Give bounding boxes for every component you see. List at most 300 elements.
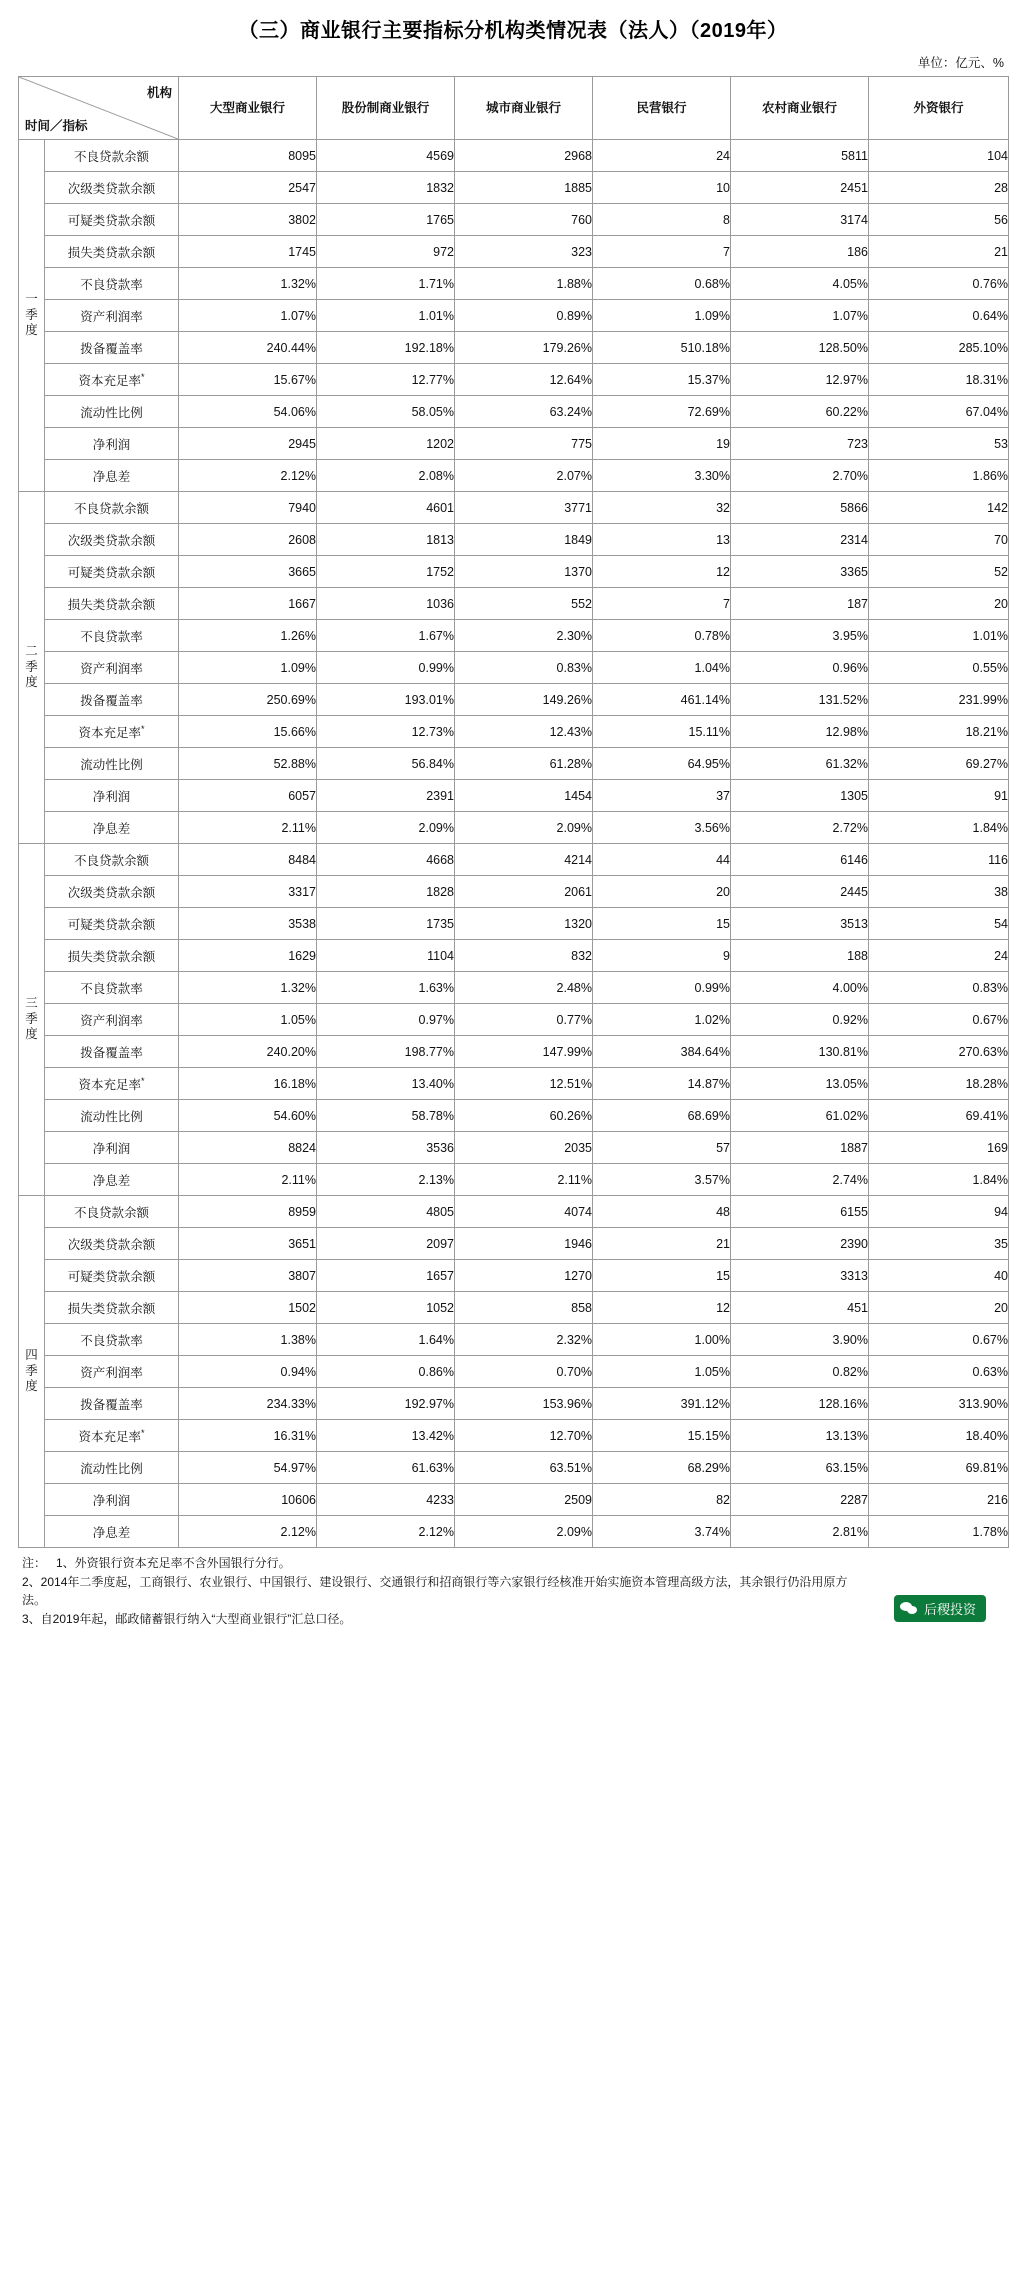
value-cell: 1.01%: [317, 300, 455, 332]
value-cell: 1.26%: [179, 620, 317, 652]
value-cell: 1813: [317, 524, 455, 556]
value-cell: 3.74%: [593, 1516, 731, 1548]
value-cell: 187: [731, 588, 869, 620]
value-cell: 216: [869, 1484, 1009, 1516]
value-cell: 60.22%: [731, 396, 869, 428]
value-cell: 1887: [731, 1132, 869, 1164]
value-cell: 1.78%: [869, 1516, 1009, 1548]
value-cell: 1832: [317, 172, 455, 204]
unit-note: 单位：亿元、%: [917, 56, 1004, 70]
value-cell: 8484: [179, 844, 317, 876]
value-cell: 0.78%: [593, 620, 731, 652]
value-cell: 0.67%: [869, 1324, 1009, 1356]
table-row: [19, 908, 1009, 940]
value-cell: 169: [869, 1132, 1009, 1164]
value-cell: 2547: [179, 172, 317, 204]
value-cell: 54.60%: [179, 1100, 317, 1132]
table-row: [19, 236, 1009, 268]
value-cell: 1.63%: [317, 972, 455, 1004]
value-cell: 4668: [317, 844, 455, 876]
indicator-label: 拨备覆盖率: [45, 1388, 179, 1420]
value-cell: 13.13%: [731, 1420, 869, 1452]
wechat-icon: [900, 1601, 918, 1616]
table-row: [19, 620, 1009, 652]
value-cell: 234.33%: [179, 1388, 317, 1420]
value-cell: 3538: [179, 908, 317, 940]
value-cell: 2287: [731, 1484, 869, 1516]
indicator-label: 资产利润率: [45, 300, 179, 332]
value-cell: 451: [731, 1292, 869, 1324]
value-cell: 1629: [179, 940, 317, 972]
value-cell: 7: [593, 236, 731, 268]
indicator-label: 拨备覆盖率: [45, 1036, 179, 1068]
indicator-label: 拨备覆盖率: [45, 684, 179, 716]
header-corner-cell: [19, 77, 179, 140]
value-cell: 18.28%: [869, 1068, 1009, 1100]
value-cell: 0.89%: [455, 300, 593, 332]
table-row: [19, 556, 1009, 588]
indicator-label: 不良贷款余额: [45, 1196, 179, 1228]
table-row: [19, 780, 1009, 812]
value-cell: 1657: [317, 1260, 455, 1292]
value-cell: 54.06%: [179, 396, 317, 428]
value-cell: 5866: [731, 492, 869, 524]
value-cell: 179.26%: [455, 332, 593, 364]
value-cell: 69.27%: [869, 748, 1009, 780]
value-cell: 56.84%: [317, 748, 455, 780]
value-cell: 3802: [179, 204, 317, 236]
value-cell: 3174: [731, 204, 869, 236]
value-cell: 58.78%: [317, 1100, 455, 1132]
value-cell: 63.24%: [455, 396, 593, 428]
value-cell: 153.96%: [455, 1388, 593, 1420]
table-row: [19, 844, 1009, 876]
value-cell: 2314: [731, 524, 869, 556]
value-cell: 858: [455, 1292, 593, 1324]
value-cell: 0.97%: [317, 1004, 455, 1036]
value-cell: 3807: [179, 1260, 317, 1292]
value-cell: 15.11%: [593, 716, 731, 748]
table-row: [19, 1484, 1009, 1516]
value-cell: 2.13%: [317, 1164, 455, 1196]
value-cell: 2097: [317, 1228, 455, 1260]
value-cell: 3536: [317, 1132, 455, 1164]
table-row: [19, 588, 1009, 620]
value-cell: 0.96%: [731, 652, 869, 684]
value-cell: 54.97%: [179, 1452, 317, 1484]
value-cell: 130.81%: [731, 1036, 869, 1068]
value-cell: 61.28%: [455, 748, 593, 780]
indicator-label: 资产利润率: [45, 652, 179, 684]
value-cell: 94: [869, 1196, 1009, 1228]
table-row: [19, 716, 1009, 748]
value-cell: 0.83%: [455, 652, 593, 684]
value-cell: 13.42%: [317, 1420, 455, 1452]
value-cell: 3.57%: [593, 1164, 731, 1196]
indicator-label: 净利润: [45, 428, 179, 460]
value-cell: 270.63%: [869, 1036, 1009, 1068]
table-row: [19, 1004, 1009, 1036]
value-cell: 1.86%: [869, 460, 1009, 492]
value-cell: 2945: [179, 428, 317, 460]
quarter-label-0: 一 季 度: [19, 140, 45, 492]
value-cell: 1052: [317, 1292, 455, 1324]
value-cell: 54: [869, 908, 1009, 940]
indicator-label: 不良贷款率: [45, 268, 179, 300]
value-cell: 2.09%: [455, 1516, 593, 1548]
indicator-label: 流动性比例: [45, 396, 179, 428]
value-cell: 12: [593, 1292, 731, 1324]
indicator-footnote-mark: *: [141, 723, 145, 734]
table-body: [19, 140, 1009, 1548]
value-cell: 44: [593, 844, 731, 876]
value-cell: 16.18%: [179, 1068, 317, 1100]
value-cell: 0.70%: [455, 1356, 593, 1388]
value-cell: 1.09%: [593, 300, 731, 332]
value-cell: 4214: [455, 844, 593, 876]
indicator-label: 不良贷款率: [45, 620, 179, 652]
value-cell: 3317: [179, 876, 317, 908]
indicator-label: 可疑类贷款余额: [45, 204, 179, 236]
value-cell: 2.11%: [179, 1164, 317, 1196]
notes-label: 注：: [22, 1556, 47, 1570]
value-cell: 21: [593, 1228, 731, 1260]
indicator-footnote-mark: *: [141, 1427, 145, 1438]
value-cell: 2391: [317, 780, 455, 812]
value-cell: 1.71%: [317, 268, 455, 300]
value-cell: 8: [593, 204, 731, 236]
value-cell: 4074: [455, 1196, 593, 1228]
value-cell: 24: [869, 940, 1009, 972]
note-item-2: 3、自2019年起，邮政储蓄银行纳入“大型商业银行”汇总口径。: [22, 1611, 352, 1626]
value-cell: 53: [869, 428, 1009, 460]
value-cell: 2.11%: [455, 1164, 593, 1196]
value-cell: 2.12%: [179, 460, 317, 492]
value-cell: 13.05%: [731, 1068, 869, 1100]
value-cell: 0.99%: [317, 652, 455, 684]
value-cell: 61.32%: [731, 748, 869, 780]
value-cell: 15.66%: [179, 716, 317, 748]
value-cell: 0.94%: [179, 1356, 317, 1388]
value-cell: 15.15%: [593, 1420, 731, 1452]
value-cell: 7: [593, 588, 731, 620]
value-cell: 20: [869, 1292, 1009, 1324]
value-cell: 2.74%: [731, 1164, 869, 1196]
column-header-1: 股份制商业银行: [317, 77, 455, 140]
column-header-0: 大型商业银行: [179, 77, 317, 140]
value-cell: 188: [731, 940, 869, 972]
value-cell: 1.64%: [317, 1324, 455, 1356]
indicator-label: 拨备覆盖率: [45, 332, 179, 364]
value-cell: 192.97%: [317, 1388, 455, 1420]
page-title: （三）商业银行主要指标分机构类情况表（法人）（2019年）: [238, 20, 788, 42]
indicator-label: 次级类贷款余额: [45, 172, 179, 204]
table-row: [19, 652, 1009, 684]
value-cell: 1.07%: [731, 300, 869, 332]
value-cell: 2.11%: [179, 812, 317, 844]
table-row: [19, 204, 1009, 236]
indicator-label: 损失类贷款余额: [45, 588, 179, 620]
indicator-label: 资本充足率*: [45, 1068, 179, 1100]
value-cell: 384.64%: [593, 1036, 731, 1068]
value-cell: 2.30%: [455, 620, 593, 652]
indicator-label: 资产利润率: [45, 1004, 179, 1036]
value-cell: 2.72%: [731, 812, 869, 844]
value-cell: 775: [455, 428, 593, 460]
value-cell: 1667: [179, 588, 317, 620]
indicator-label: 净息差: [45, 1516, 179, 1548]
value-cell: 2968: [455, 140, 593, 172]
table-row: [19, 428, 1009, 460]
value-cell: 461.14%: [593, 684, 731, 716]
value-cell: 128.50%: [731, 332, 869, 364]
value-cell: 323: [455, 236, 593, 268]
value-cell: 61.02%: [731, 1100, 869, 1132]
value-cell: 510.18%: [593, 332, 731, 364]
value-cell: 48: [593, 1196, 731, 1228]
value-cell: 2.12%: [179, 1516, 317, 1548]
value-cell: 60.26%: [455, 1100, 593, 1132]
value-cell: 68.69%: [593, 1100, 731, 1132]
value-cell: 1885: [455, 172, 593, 204]
value-cell: 91: [869, 780, 1009, 812]
footer: [18, 1548, 1008, 1632]
value-cell: 2509: [455, 1484, 593, 1516]
value-cell: 723: [731, 428, 869, 460]
value-cell: 52: [869, 556, 1009, 588]
indicator-label: 次级类贷款余额: [45, 524, 179, 556]
value-cell: 18.40%: [869, 1420, 1009, 1452]
indicator-label: 不良贷款率: [45, 1324, 179, 1356]
value-cell: 2451: [731, 172, 869, 204]
value-cell: 21: [869, 236, 1009, 268]
value-cell: 3665: [179, 556, 317, 588]
value-cell: 4805: [317, 1196, 455, 1228]
table-row: [19, 492, 1009, 524]
value-cell: 104: [869, 140, 1009, 172]
value-cell: 1454: [455, 780, 593, 812]
table-row: [19, 1388, 1009, 1420]
value-cell: 24: [593, 140, 731, 172]
indicator-label: 不良贷款余额: [45, 492, 179, 524]
value-cell: 2.09%: [455, 812, 593, 844]
value-cell: 12.73%: [317, 716, 455, 748]
value-cell: 8959: [179, 1196, 317, 1228]
value-cell: 8824: [179, 1132, 317, 1164]
indicator-label: 次级类贷款余额: [45, 876, 179, 908]
indicator-label: 资本充足率*: [45, 364, 179, 396]
value-cell: 40: [869, 1260, 1009, 1292]
value-cell: 1745: [179, 236, 317, 268]
value-cell: 10606: [179, 1484, 317, 1516]
note-item-0: 1、外资银行资本充足率不含外国银行分行。: [56, 1556, 291, 1570]
value-cell: 193.01%: [317, 684, 455, 716]
value-cell: 6146: [731, 844, 869, 876]
column-header-4: 农村商业银行: [731, 77, 869, 140]
value-cell: 4601: [317, 492, 455, 524]
value-cell: 64.95%: [593, 748, 731, 780]
value-cell: 1.00%: [593, 1324, 731, 1356]
value-cell: 61.63%: [317, 1452, 455, 1484]
quarter-label-3: 四 季 度: [19, 1196, 45, 1548]
indicator-label: 净利润: [45, 780, 179, 812]
value-cell: 1.32%: [179, 972, 317, 1004]
value-cell: 2035: [455, 1132, 593, 1164]
value-cell: 10: [593, 172, 731, 204]
table-row: [19, 1260, 1009, 1292]
value-cell: 3.30%: [593, 460, 731, 492]
indicator-label: 资本充足率*: [45, 1420, 179, 1452]
indicator-label: 不良贷款余额: [45, 844, 179, 876]
value-cell: 4.05%: [731, 268, 869, 300]
value-cell: 1.67%: [317, 620, 455, 652]
indicator-label: 流动性比例: [45, 1100, 179, 1132]
value-cell: 0.64%: [869, 300, 1009, 332]
watermark-badge: [894, 1595, 986, 1622]
value-cell: 1320: [455, 908, 593, 940]
value-cell: 15.67%: [179, 364, 317, 396]
table-row: [19, 332, 1009, 364]
value-cell: 198.77%: [317, 1036, 455, 1068]
table-row: [19, 1516, 1009, 1548]
indicator-label: 损失类贷款余额: [45, 940, 179, 972]
value-cell: 63.51%: [455, 1452, 593, 1484]
value-cell: 3.56%: [593, 812, 731, 844]
value-cell: 142: [869, 492, 1009, 524]
table-row: [19, 1132, 1009, 1164]
table-row: [19, 1292, 1009, 1324]
value-cell: 1.04%: [593, 652, 731, 684]
indicator-label: 净利润: [45, 1484, 179, 1516]
table-row: [19, 1036, 1009, 1068]
value-cell: 2.70%: [731, 460, 869, 492]
table-row: [19, 172, 1009, 204]
value-cell: 1305: [731, 780, 869, 812]
value-cell: 552: [455, 588, 593, 620]
value-cell: 1.09%: [179, 652, 317, 684]
value-cell: 131.52%: [731, 684, 869, 716]
value-cell: 13.40%: [317, 1068, 455, 1100]
indicator-label: 净息差: [45, 812, 179, 844]
value-cell: 1849: [455, 524, 593, 556]
value-cell: 1370: [455, 556, 593, 588]
table-row: [19, 684, 1009, 716]
quarter-label-2: 三 季 度: [19, 844, 45, 1196]
indicator-footnote-mark: *: [141, 1075, 145, 1086]
value-cell: 12.77%: [317, 364, 455, 396]
value-cell: 19: [593, 428, 731, 460]
table-row: [19, 1228, 1009, 1260]
value-cell: 285.10%: [869, 332, 1009, 364]
value-cell: 313.90%: [869, 1388, 1009, 1420]
value-cell: 2.08%: [317, 460, 455, 492]
value-cell: 58.05%: [317, 396, 455, 428]
value-cell: 35: [869, 1228, 1009, 1260]
value-cell: 1828: [317, 876, 455, 908]
value-cell: 240.20%: [179, 1036, 317, 1068]
table-row: [19, 972, 1009, 1004]
value-cell: 15: [593, 908, 731, 940]
table-row: [19, 1420, 1009, 1452]
table-row: [19, 1196, 1009, 1228]
indicator-label: 次级类贷款余额: [45, 1228, 179, 1260]
value-cell: 1.84%: [869, 1164, 1009, 1196]
indicator-label: 可疑类贷款余额: [45, 1260, 179, 1292]
value-cell: 38: [869, 876, 1009, 908]
indicator-label: 流动性比例: [45, 748, 179, 780]
value-cell: 186: [731, 236, 869, 268]
value-cell: 240.44%: [179, 332, 317, 364]
table-row: [19, 1324, 1009, 1356]
value-cell: 1.07%: [179, 300, 317, 332]
value-cell: 391.12%: [593, 1388, 731, 1420]
value-cell: 18.21%: [869, 716, 1009, 748]
value-cell: 972: [317, 236, 455, 268]
value-cell: 3.90%: [731, 1324, 869, 1356]
header-corner-bottom-label: 时间／指标: [25, 119, 88, 133]
value-cell: 1.05%: [179, 1004, 317, 1036]
value-cell: 3651: [179, 1228, 317, 1260]
table-row: [19, 1100, 1009, 1132]
value-cell: 82: [593, 1484, 731, 1516]
value-cell: 69.41%: [869, 1100, 1009, 1132]
table-row: [19, 524, 1009, 556]
value-cell: 2.48%: [455, 972, 593, 1004]
value-cell: 70: [869, 524, 1009, 556]
value-cell: 68.29%: [593, 1452, 731, 1484]
value-cell: 0.55%: [869, 652, 1009, 684]
table-row: [19, 268, 1009, 300]
value-cell: 128.16%: [731, 1388, 869, 1420]
value-cell: 231.99%: [869, 684, 1009, 716]
table-row: [19, 876, 1009, 908]
value-cell: 0.77%: [455, 1004, 593, 1036]
table-header-row: [19, 77, 1009, 140]
value-cell: 12.97%: [731, 364, 869, 396]
value-cell: 4569: [317, 140, 455, 172]
value-cell: 2445: [731, 876, 869, 908]
value-cell: 1735: [317, 908, 455, 940]
value-cell: 1104: [317, 940, 455, 972]
value-cell: 1.32%: [179, 268, 317, 300]
value-cell: 2.81%: [731, 1516, 869, 1548]
table-row: [19, 1452, 1009, 1484]
value-cell: 3771: [455, 492, 593, 524]
note-item-1: 2、2014年二季度起，工商银行、农业银行、中国银行、建设银行、交通银行和招商银行等六家银行经核准开始实施资本管理高级方法，其余银行仍沿用原方法。: [22, 1574, 848, 1608]
value-cell: 0.86%: [317, 1356, 455, 1388]
indicator-label: 净利润: [45, 1132, 179, 1164]
value-cell: 1.01%: [869, 620, 1009, 652]
column-header-2: 城市商业银行: [455, 77, 593, 140]
value-cell: 12: [593, 556, 731, 588]
value-cell: 2.32%: [455, 1324, 593, 1356]
value-cell: 2390: [731, 1228, 869, 1260]
value-cell: 12.70%: [455, 1420, 593, 1452]
value-cell: 3313: [731, 1260, 869, 1292]
table-row: [19, 460, 1009, 492]
indicator-label: 净息差: [45, 460, 179, 492]
value-cell: 72.69%: [593, 396, 731, 428]
quarter-label-1: 二 季 度: [19, 492, 45, 844]
value-cell: 1.38%: [179, 1324, 317, 1356]
indicator-label: 资产利润率: [45, 1356, 179, 1388]
value-cell: 69.81%: [869, 1452, 1009, 1484]
value-cell: 0.76%: [869, 268, 1009, 300]
table-row: [19, 140, 1009, 172]
value-cell: 1.88%: [455, 268, 593, 300]
value-cell: 116: [869, 844, 1009, 876]
value-cell: 1946: [455, 1228, 593, 1260]
